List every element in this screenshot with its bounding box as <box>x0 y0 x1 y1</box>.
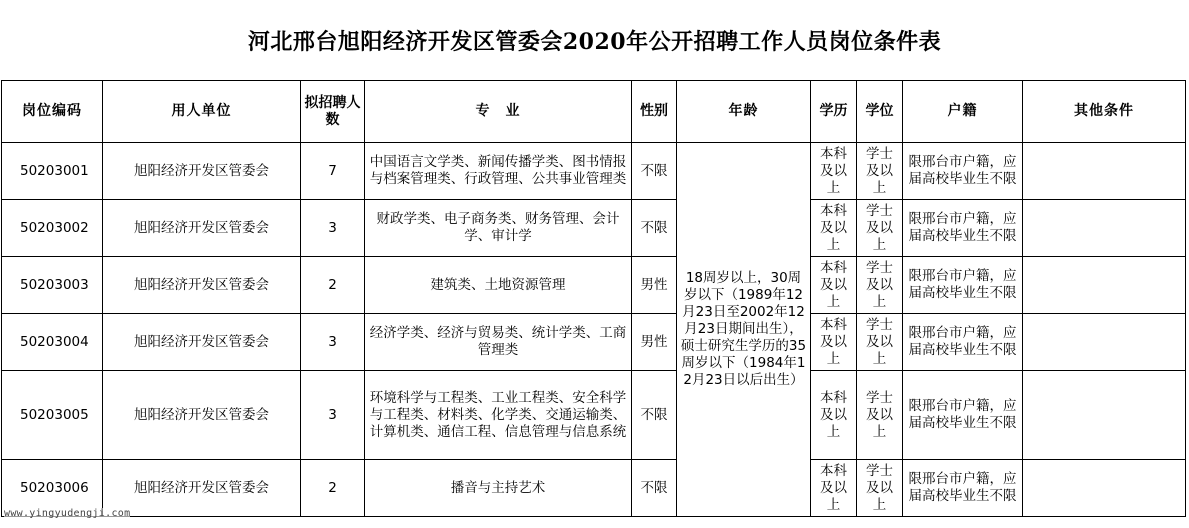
cell-major: 播音与主持艺术 <box>365 460 632 517</box>
cell-major: 财政学类、电子商务类、财务管理、会计学、审计学 <box>365 200 632 257</box>
table-row <box>2 200 1186 257</box>
cell-unit: 旭阳经济开发区管委会 <box>103 257 301 314</box>
cell-education: 本科及以上 <box>811 314 857 371</box>
header-degree: 学位 <box>857 81 903 143</box>
cell-code: 50203003 <box>2 257 103 314</box>
cell-major: 环境科学与工程类、工业工程类、安全科学与工程类、材料类、化学类、交通运输类、计算机类、通信工程、信息管理与信息系统 <box>365 371 632 460</box>
cell-degree: 学士及以上 <box>857 371 903 460</box>
cell-unit: 旭阳经济开发区管委会 <box>103 143 301 200</box>
cell-gender: 不限 <box>632 143 677 200</box>
header-major: 专 业 <box>365 81 632 143</box>
cell-other <box>1023 371 1186 460</box>
cell-gender: 不限 <box>632 371 677 460</box>
header-code: 岗位编码 <box>2 81 103 143</box>
cell-gender: 不限 <box>632 460 677 517</box>
cell-age-shared: 18周岁以上，30周岁以下（1989年12月23日至2002年12月23日期间出生），硕士研究生学历的35周岁以下（1984年12月23日以后出生） <box>677 143 811 517</box>
cell-code: 50203005 <box>2 371 103 460</box>
cell-other <box>1023 143 1186 200</box>
cell-education: 本科及以上 <box>811 371 857 460</box>
cell-unit: 旭阳经济开发区管委会 <box>103 200 301 257</box>
page-title: 河北邢台旭阳经济开发区管委会2020年公开招聘工作人员岗位条件表 <box>247 28 942 55</box>
header-unit: 用人单位 <box>103 81 301 143</box>
table-row <box>2 460 1186 517</box>
header-age: 年龄 <box>677 81 811 143</box>
cell-major: 建筑类、土地资源管理 <box>365 257 632 314</box>
cell-code: 50203001 <box>2 143 103 200</box>
cell-gender: 男性 <box>632 314 677 371</box>
cell-hukou: 限邢台市户籍，应届高校毕业生不限 <box>903 314 1023 371</box>
cell-degree: 学士及以上 <box>857 460 903 517</box>
cell-gender: 不限 <box>632 200 677 257</box>
header-count: 拟招聘人数 <box>301 81 365 143</box>
cell-hukou: 限邢台市户籍，应届高校毕业生不限 <box>903 143 1023 200</box>
cell-other <box>1023 460 1186 517</box>
table-row <box>2 371 1186 460</box>
cell-major: 中国语言文学类、新闻传播学类、图书情报与档案管理类、行政管理、公共事业管理类 <box>365 143 632 200</box>
cell-count: 3 <box>301 314 365 371</box>
cell-count: 7 <box>301 143 365 200</box>
cell-hukou: 限邢台市户籍，应届高校毕业生不限 <box>903 257 1023 314</box>
cell-count: 3 <box>301 200 365 257</box>
cell-count: 2 <box>301 460 365 517</box>
header-education: 学历 <box>811 81 857 143</box>
cell-degree: 学士及以上 <box>857 314 903 371</box>
cell-other <box>1023 200 1186 257</box>
cell-hukou: 限邢台市户籍，应届高校毕业生不限 <box>903 200 1023 257</box>
cell-other <box>1023 314 1186 371</box>
cell-unit: 旭阳经济开发区管委会 <box>103 460 301 517</box>
cell-code: 50203002 <box>2 200 103 257</box>
header-gender: 性别 <box>632 81 677 143</box>
header-hukou: 户籍 <box>903 81 1023 143</box>
cell-code: 50203006 <box>2 460 103 517</box>
header-other: 其他条件 <box>1023 81 1186 143</box>
cell-education: 本科及以上 <box>811 143 857 200</box>
positions-table <box>1 80 1186 517</box>
watermark-text: www.yingyudengji.com <box>4 508 131 519</box>
cell-other <box>1023 257 1186 314</box>
cell-education: 本科及以上 <box>811 257 857 314</box>
cell-count: 3 <box>301 371 365 460</box>
cell-gender: 男性 <box>632 257 677 314</box>
cell-degree: 学士及以上 <box>857 143 903 200</box>
cell-degree: 学士及以上 <box>857 257 903 314</box>
cell-hukou: 限邢台市户籍，应届高校毕业生不限 <box>903 460 1023 517</box>
table-row <box>2 314 1186 371</box>
cell-count: 2 <box>301 257 365 314</box>
cell-major: 经济学类、经济与贸易类、统计学类、工商管理类 <box>365 314 632 371</box>
cell-degree: 学士及以上 <box>857 200 903 257</box>
cell-education: 本科及以上 <box>811 200 857 257</box>
table-row <box>2 143 1186 200</box>
cell-unit: 旭阳经济开发区管委会 <box>103 371 301 460</box>
cell-hukou: 限邢台市户籍，应届高校毕业生不限 <box>903 371 1023 460</box>
table-row <box>2 257 1186 314</box>
cell-education: 本科及以上 <box>811 460 857 517</box>
cell-unit: 旭阳经济开发区管委会 <box>103 314 301 371</box>
table-header-row <box>2 81 1186 143</box>
cell-code: 50203004 <box>2 314 103 371</box>
